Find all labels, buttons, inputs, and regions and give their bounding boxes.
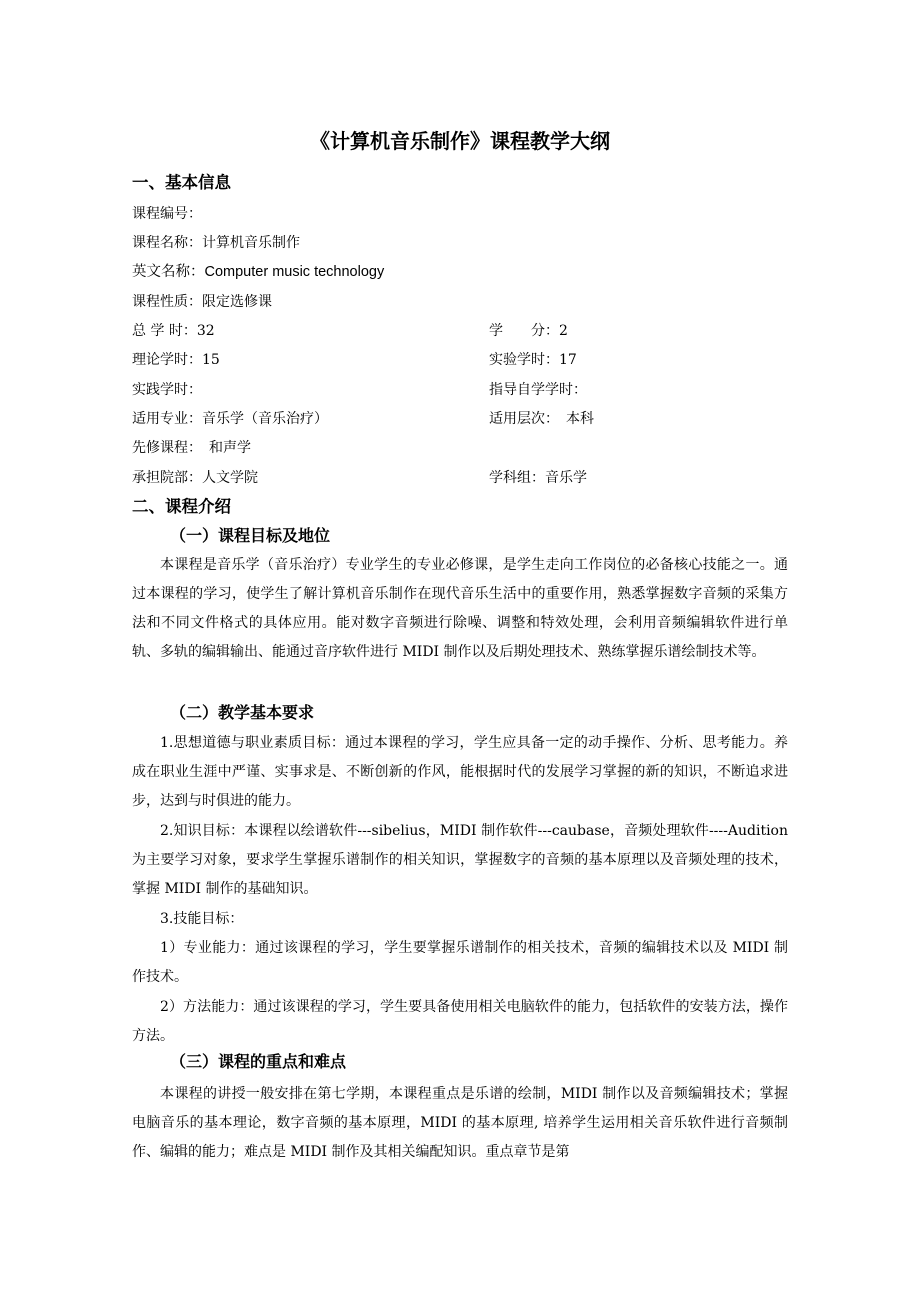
paragraph-method-ability: 2）方法能力：通过该课程的学习，学生要具备使用相关电脑软件的能力，包括软件的安装方法，操作方法。 — [132, 999, 788, 1044]
paragraph-skill-goals: 3.技能目标： — [160, 911, 244, 927]
discipline-group: 学科组：音乐学 — [489, 470, 587, 486]
paragraph-moral-goals: 1.思想道德与职业素质目标：通过本课程的学习，学生应具备一定的动手操作、分析、思考能力。养成在职业生涯中严谨、实事求是、不断创新的作风，能根据时代的发展学习掌握的新的知识，不断追求进步，达到与时俱进的能力。 — [132, 735, 788, 809]
section-heading-course-intro: 二、课程介绍 — [132, 497, 231, 516]
document-title: 《计算机音乐制作》课程教学大纲 — [310, 129, 610, 153]
level: 适用层次： 本科 — [489, 411, 594, 427]
total-hours: 总 学 时：32 — [132, 323, 215, 339]
course-code: 课程编号： — [132, 206, 202, 222]
theory-hours: 理论学时：15 — [132, 352, 220, 368]
paragraph-course-goals: 本课程是音乐学（音乐治疗）专业学生的专业必修课，是学生走向工作岗位的必备核心技能之一。通过本课程的学习，使学生了解计算机音乐制作在现代音乐生活中的重要作用，熟悉掌握数字音频的采集方法和不同文件格式的具体应用。能对数字音频进行除噪、调整和特效处理，会利用音频编辑软件进行单轨、多轨的编辑输出、能通过音序软件进行 MIDI 制作以及后期处理技术、熟练掌握乐谱绘制技术等。 — [132, 557, 788, 660]
course-type: 课程性质：限定选修课 — [132, 294, 272, 310]
subheading-course-goals: （一）课程目标及地位 — [170, 526, 331, 545]
subheading-teaching-requirements: （二）教学基本要求 — [170, 703, 315, 722]
course-name: 课程名称：计算机音乐制作 — [132, 235, 300, 251]
major: 适用专业：音乐学（音乐治疗） — [132, 411, 328, 427]
english-name: 英文名称：Computer music technology — [132, 264, 385, 280]
paragraph-professional-ability: 1）专业能力：通过该课程的学习，学生要掌握乐谱制作的相关技术，音频的编辑技术以及 MIDI 制作技术。 — [132, 940, 788, 985]
paragraph-knowledge-goals: 2.知识目标：本课程以绘谱软件---sibelius，MIDI 制作软件---caubase，音频处理软件----Audition 为主要学习对象，要求学生掌握乐谱制作的相关知识，掌握数字的音频的基本原理以及音频处理的技术，掌握 MIDI 制作的基础知识。 — [132, 823, 788, 897]
practice-hours: 实践学时： — [132, 382, 202, 398]
lab-hours: 实验学时：17 — [489, 352, 577, 368]
credits: 学 分：2 — [489, 323, 568, 339]
subheading-key-points: （三）课程的重点和难点 — [170, 1052, 347, 1071]
department: 承担院部：人文学院 — [132, 470, 258, 486]
paragraph-key-points: 本课程的讲授一般安排在第七学期，本课程重点是乐谱的绘制，MIDI 制作以及音频编辑技术；掌握电脑音乐的基本理论，数字音频的基本原理，MIDI 的基本原理, 培养学生运用相关音乐软件进行音频制作、编辑的能力；难点是 MIDI 制作及其相关编配知识。重点章节是第 — [132, 1086, 788, 1160]
section-heading-basic-info: 一、基本信息 — [132, 173, 231, 192]
prerequisite: 先修课程： 和声学 — [132, 440, 251, 456]
self-study-hours: 指导自学学时： — [489, 382, 587, 398]
